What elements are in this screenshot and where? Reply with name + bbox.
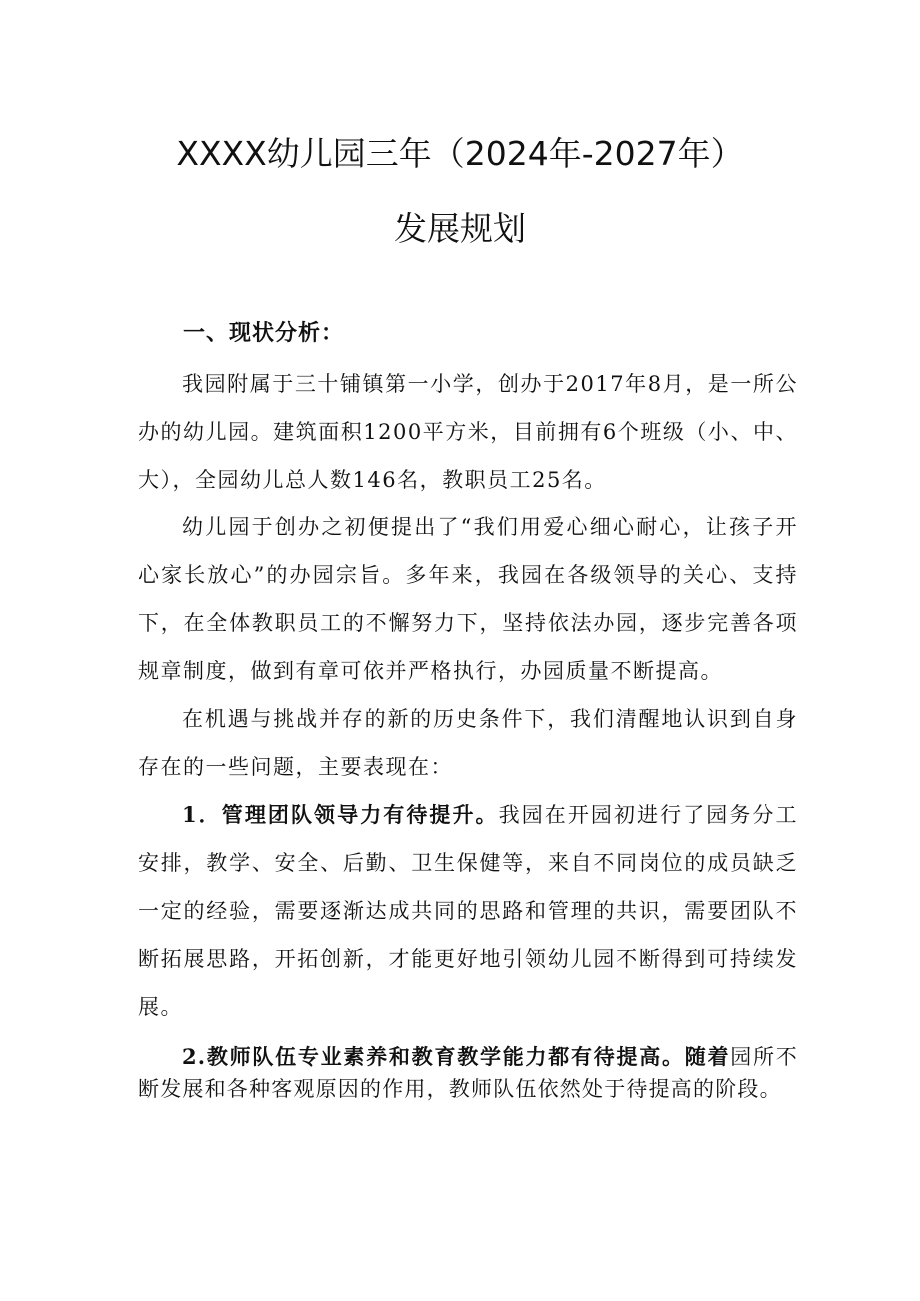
issue-1-lead: 1．管理团队领导力有待提升。 xyxy=(182,802,499,827)
issue-2-text: 园所不断发展和各种客观原因的作用，教师队伍依然处于待提高的阶段。 xyxy=(138,1045,798,1101)
paragraph-mission: 幼儿园于创办之初便提出了“我们用爱心细心耐心，让孩子开心家长放心”的办园宗旨。多年来，我园在各级领导的关心、支持下，在全体教职员工的不懈努力下，坚持依法办园，逐步完善各项规章制度，做到有章可依并严格执行，办园质量不断提高。 xyxy=(138,515,798,683)
issue-2-lead: 2.教师队伍专业素养和教育教学能力都有待提高。随着 xyxy=(182,1044,731,1069)
document-title-line2: 发展规划 xyxy=(394,209,526,248)
paragraph-introduction: 我园附属于三十铺镇第一小学，创办于2017年8月，是一所公办的幼儿园。建筑面积1200平方米，目前拥有6个班级（小、中、大），全园幼儿总人数146名，教职员工25名。 xyxy=(138,372,798,492)
paragraph-challenges: 在机遇与挑战并存的新的历史条件下，我们清醒地认识到自身存在的一些问题，主要表现在： xyxy=(138,707,798,779)
issue-item-1 xyxy=(138,791,798,1031)
issue-1-text: 我园在开园初进行了园务分工安排，教学、安全、后勤、卫生保健等，来自不同岗位的成员缺乏一定的经验，需要逐渐达成共同的思路和管理的共识，需要团队不断拓展思路，开拓创新，才能更好地引领幼儿园不断得到可持续发展。 xyxy=(138,803,798,1019)
section-heading-status-analysis: 一、现状分析： xyxy=(183,321,345,346)
issue-item-2 xyxy=(138,1041,798,1105)
document-title-line1: XXXX幼儿园三年（2024年-2027年） xyxy=(176,134,744,173)
